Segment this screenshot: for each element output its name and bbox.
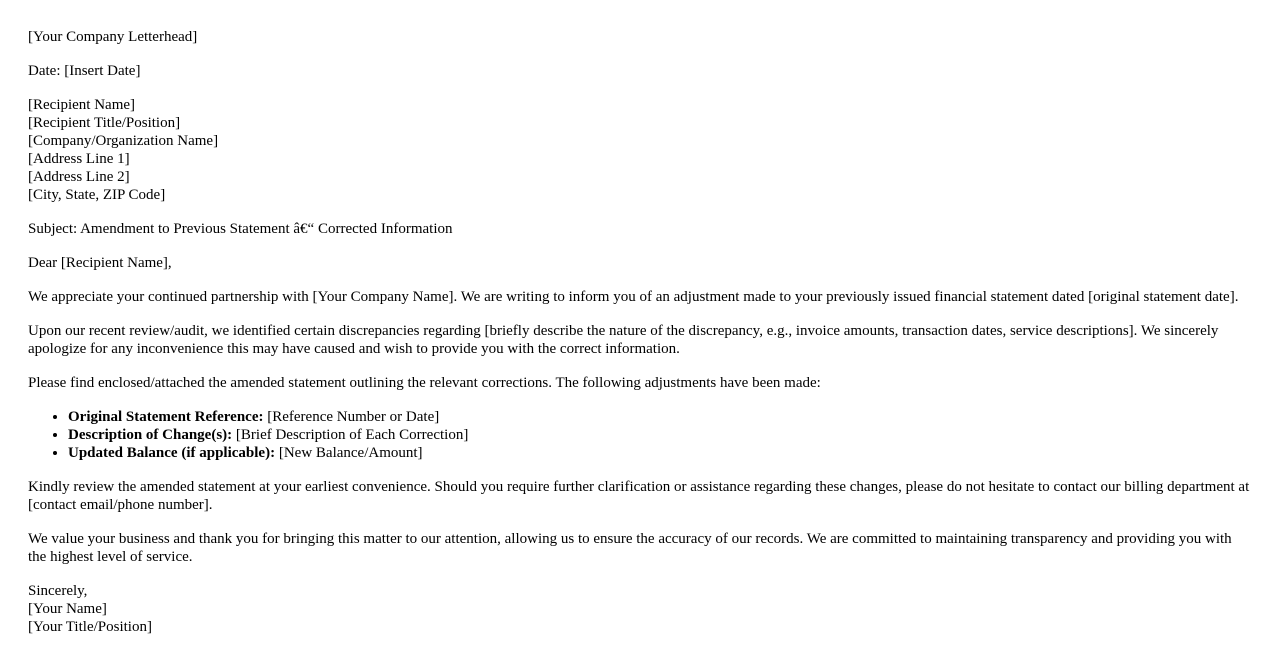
adjustment-value: [New Balance/Amount] bbox=[275, 445, 423, 461]
sender-title: [Your Title/Position] bbox=[28, 619, 152, 635]
adjustment-item bbox=[68, 426, 1250, 444]
recipient-title: [Recipient Title/Position] bbox=[28, 115, 181, 131]
body-paragraph-4: Kindly review the amended statement at your earliest convenience. Should you require further clarification or assistance regarding these changes, please do not hesitate to contact our billing department at [contact email/phone number]. bbox=[28, 479, 1250, 513]
adjustment-item bbox=[68, 408, 1250, 426]
recipient-company: [Company/Organization Name] bbox=[28, 133, 219, 149]
adjustment-value: [Brief Description of Each Correction] bbox=[232, 427, 469, 443]
adjustment-label: Description of Change(s): bbox=[68, 427, 233, 443]
sender-name: [Your Name] bbox=[28, 601, 107, 617]
date-line: Date: [Insert Date] bbox=[28, 63, 141, 79]
adjustment-item bbox=[68, 444, 1250, 462]
signature-block bbox=[28, 582, 1250, 636]
adjustments-list bbox=[28, 408, 1250, 462]
adjustment-label: Updated Balance (if applicable): bbox=[68, 445, 276, 461]
letterhead: [Your Company Letterhead] bbox=[28, 29, 198, 45]
salutation: Dear [Recipient Name], bbox=[28, 255, 172, 271]
body-paragraph-5: We value your business and thank you for bringing this matter to our attention, allowing us to ensure the accuracy of our records. We are committed to maintaining transparency and providing you with the highest level of service. bbox=[28, 531, 1232, 565]
recipient-city-state-zip: [City, State, ZIP Code] bbox=[28, 187, 166, 203]
adjustment-label: Original Statement Reference: bbox=[68, 409, 264, 425]
body-paragraph-2: Upon our recent review/audit, we identified certain discrepancies regarding [briefly describe the nature of the discrepancy, e.g., invoice amounts, transaction dates, service descriptions]. We sincerely apologize for any inconvenience this may have caused and wish to provide you with the correct information. bbox=[28, 323, 1219, 357]
closing: Sincerely, bbox=[28, 583, 88, 599]
body-paragraph-3: Please find enclosed/attached the amended statement outlining the relevant corrections. The following adjustments have been made: bbox=[28, 375, 821, 391]
recipient-address-line-2: [Address Line 2] bbox=[28, 169, 130, 185]
recipient-address-line-1: [Address Line 1] bbox=[28, 151, 130, 167]
body-paragraph-1: We appreciate your continued partnership with [Your Company Name]. We are writing to inform you of an adjustment made to your previously issued financial statement dated [original statement date]. bbox=[28, 289, 1239, 305]
subject-line: Subject: Amendment to Previous Statement â€“ Corrected Information bbox=[28, 221, 453, 237]
recipient-address-block bbox=[28, 96, 1250, 204]
recipient-name: [Recipient Name] bbox=[28, 97, 136, 113]
adjustment-value: [Reference Number or Date] bbox=[263, 409, 440, 425]
